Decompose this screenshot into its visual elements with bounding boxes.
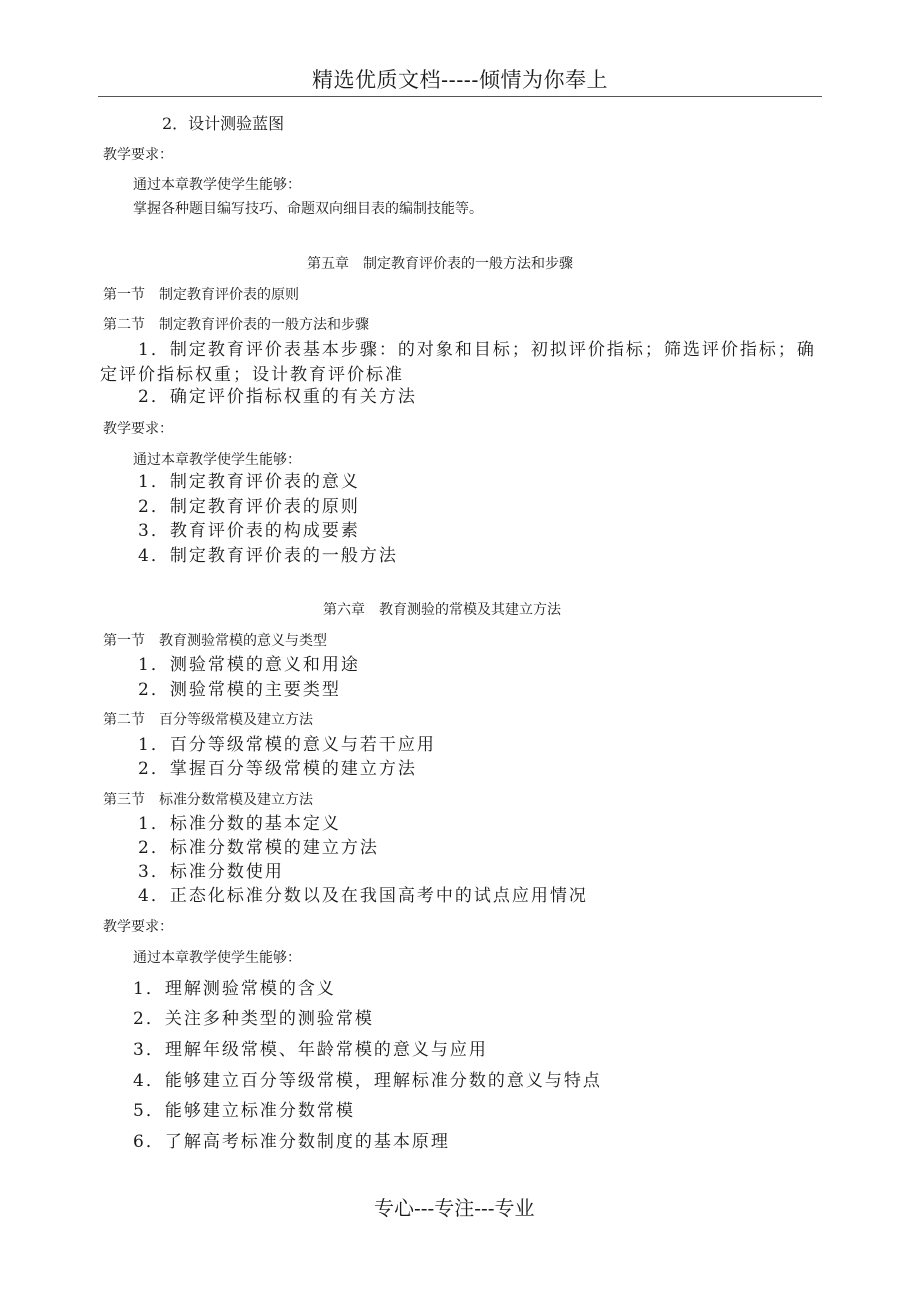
req-text: 掌握各种题目编写技巧、命题双向细目表的编制技能等。 [133, 201, 483, 217]
section-heading: 第一节 制定教育评价表的原则 [103, 287, 299, 303]
list-item: 1．制定教育评价表基本步骤：的对象和目标；初拟评价指标；筛选评价指标；确定评价指标权重；设计教育评价标准 [100, 340, 816, 385]
list-item: 2．掌握百分等级常模的建立方法 [138, 759, 417, 779]
section-heading: 第二节 百分等级常模及建立方法 [103, 712, 313, 728]
list-item: 1．测验常模的意义和用途 [138, 655, 360, 675]
section-heading: 第二节 制定教育评价表的一般方法和步骤 [103, 317, 369, 333]
list-item: 3．教育评价表的构成要素 [138, 521, 360, 541]
section-heading: 第一节 教育测验常模的意义与类型 [103, 633, 327, 649]
list-item: 2．确定评价指标权重的有关方法 [138, 387, 417, 407]
chapter-title: 第五章 制定教育评价表的一般方法和步骤 [307, 256, 573, 272]
req-label: 教学要求： [103, 147, 173, 163]
list-item: 4．正态化标准分数以及在我国高考中的试点应用情况 [138, 886, 588, 906]
list-item: 1．理解测验常模的含义 [133, 979, 336, 999]
list-item: 1．制定教育评价表的意义 [138, 472, 360, 492]
req-intro: 通过本章教学使学生能够： [133, 950, 301, 966]
section-heading: 第三节 标准分数常模及建立方法 [103, 792, 313, 808]
list-item: 2．制定教育评价表的原则 [138, 497, 360, 517]
list-item: 2．测验常模的主要类型 [138, 680, 341, 700]
list-item: 6．了解高考标准分数制度的基本原理 [133, 1132, 450, 1152]
list-item: 2．设计测验蓝图 [162, 114, 285, 133]
list-item: 4．能够建立百分等级常模，理解标准分数的意义与特点 [133, 1071, 602, 1091]
req-intro: 通过本章教学使学生能够： [133, 177, 301, 193]
req-label: 教学要求： [103, 421, 173, 437]
list-item: 3．理解年级常模、年龄常模的意义与应用 [133, 1040, 488, 1060]
chapter-title: 第六章 教育测验的常模及其建立方法 [323, 602, 561, 618]
list-item: 2．关注多种类型的测验常模 [133, 1009, 374, 1029]
list-item: 4．制定教育评价表的一般方法 [138, 546, 398, 566]
list-item: 5．能够建立标准分数常模 [133, 1101, 355, 1121]
list-item: 1．标准分数的基本定义 [138, 814, 341, 834]
list-item: 2．标准分数常模的建立方法 [138, 838, 379, 858]
req-label: 教学要求： [103, 919, 173, 935]
list-item: 1．百分等级常模的意义与若干应用 [138, 735, 436, 755]
req-intro: 通过本章教学使学生能够： [133, 452, 301, 468]
header-title: 精选优质文档-----倾情为你奉上 [312, 68, 608, 92]
header-rule [98, 96, 822, 97]
list-item: 3．标准分数使用 [138, 862, 284, 882]
page-footer: 专心---专注---专业 [374, 1196, 535, 1220]
